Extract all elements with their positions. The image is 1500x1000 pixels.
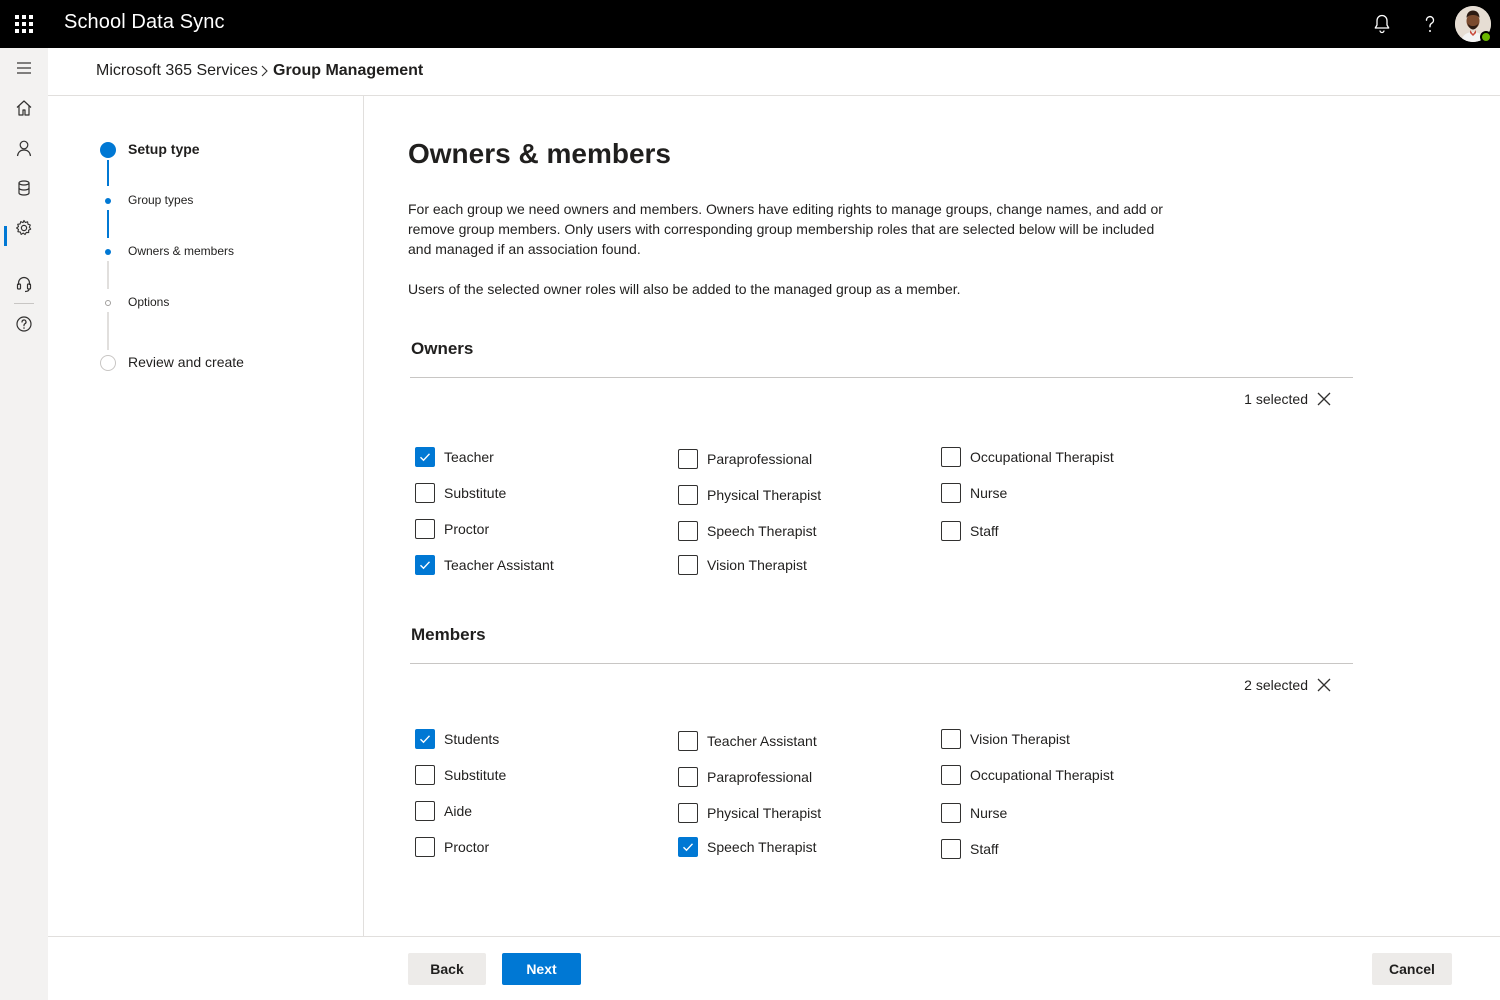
settings-icon[interactable]	[14, 218, 34, 238]
checkbox-box[interactable]	[415, 837, 435, 857]
members-checkbox-speech-therapist[interactable]	[678, 837, 816, 857]
step-setup-type[interactable]: Setup type	[128, 141, 200, 157]
members-section-title: Members	[411, 625, 486, 644]
step-indicator-current-sub	[105, 249, 111, 255]
owners-selected-count: 1 selected	[1244, 391, 1308, 407]
step-connector	[107, 261, 109, 289]
page-title: Owners & members	[408, 138, 671, 169]
step-connector	[107, 312, 109, 350]
checkbox-label: Substitute	[444, 767, 507, 783]
step-group-types[interactable]: Group types	[128, 193, 194, 207]
database-icon[interactable]	[14, 178, 34, 198]
checkmark-icon	[681, 840, 695, 854]
top-bar	[0, 0, 1500, 48]
owners-checkbox-nurse[interactable]	[941, 483, 1007, 503]
checkbox-box[interactable]	[678, 837, 698, 857]
left-nav-rail	[0, 48, 48, 1000]
back-button[interactable]: Back	[408, 953, 486, 985]
checkmark-icon	[418, 732, 432, 746]
checkbox-label: Vision Therapist	[970, 731, 1070, 747]
members-checkbox-teacher-assistant[interactable]	[678, 731, 817, 751]
main-content	[364, 96, 1500, 936]
owners-checkbox-paraprofessional[interactable]	[678, 449, 812, 469]
help-icon[interactable]	[1418, 12, 1442, 36]
checkbox-label: Substitute	[444, 485, 507, 501]
members-checkbox-students[interactable]	[415, 729, 499, 749]
checkbox-label: Nurse	[970, 485, 1008, 501]
rail-active-indicator	[4, 226, 7, 246]
checkbox-label: Vision Therapist	[707, 557, 807, 573]
members-checkbox-physical-therapist[interactable]	[678, 803, 821, 823]
checkbox-label: Paraprofessional	[707, 451, 813, 467]
checkbox-box[interactable]	[415, 729, 435, 749]
owners-checkbox-teacher-assistant[interactable]	[415, 555, 554, 575]
checkbox-box[interactable]	[678, 485, 698, 505]
checkbox-label: Occupational Therapist	[970, 767, 1114, 783]
checkbox-box[interactable]	[678, 767, 698, 787]
owners-checkbox-substitute[interactable]	[415, 483, 506, 503]
checkbox-box[interactable]	[415, 483, 435, 503]
help-circle-icon[interactable]	[14, 314, 34, 334]
members-checkbox-proctor[interactable]	[415, 837, 489, 857]
description-secondary: Users of the selected owner roles will also be added to the managed group as a member.	[408, 281, 961, 297]
step-connector	[107, 210, 109, 238]
members-checkbox-vision-therapist[interactable]	[941, 729, 1070, 749]
description: For each group we need owners and members. Owners have editing rights to manage groups, change names, and add or remove group members. Only users with corresponding group membership roles that are selected below will be included and managed if an association found.	[408, 201, 1163, 257]
checkbox-label: Occupational Therapist	[970, 449, 1114, 465]
checkbox-box[interactable]	[678, 731, 698, 751]
owners-divider	[410, 377, 1353, 378]
step-options[interactable]: Options	[128, 295, 170, 309]
presence-indicator	[1480, 31, 1492, 43]
checkbox-box[interactable]	[415, 555, 435, 575]
checkbox-box[interactable]	[941, 839, 961, 859]
owners-checkbox-speech-therapist[interactable]	[678, 521, 816, 541]
owners-checkbox-vision-therapist[interactable]	[678, 555, 807, 575]
checkmark-icon	[418, 450, 432, 464]
wizard-footer	[48, 936, 1500, 1000]
checkbox-label: Teacher	[444, 449, 494, 465]
chevron-right-icon	[259, 65, 269, 77]
checkbox-label: Nurse	[970, 805, 1008, 821]
step-indicator-pending	[105, 300, 111, 306]
checkbox-box[interactable]	[678, 803, 698, 823]
checkbox-box[interactable]	[678, 449, 698, 469]
headset-icon[interactable]	[14, 274, 34, 294]
owners-checkbox-occupational-therapist[interactable]	[941, 447, 1114, 467]
checkbox-label: Physical Therapist	[707, 487, 822, 503]
checkbox-label: Speech Therapist	[707, 839, 817, 855]
checkbox-box[interactable]	[415, 519, 435, 539]
checkbox-label: Staff	[970, 841, 999, 857]
checkbox-label: Students	[444, 731, 500, 747]
members-selected-count: 2 selected	[1244, 677, 1308, 693]
checkbox-box[interactable]	[941, 483, 961, 503]
members-checkbox-staff[interactable]	[941, 839, 999, 859]
checkbox-box[interactable]	[941, 447, 961, 467]
app-title[interactable]: School Data Sync	[64, 11, 225, 33]
checkbox-label: Staff	[970, 523, 999, 539]
breadcrumb	[48, 48, 1500, 96]
members-divider	[410, 663, 1353, 664]
checkbox-box[interactable]	[415, 447, 435, 467]
home-icon[interactable]	[14, 98, 34, 118]
rail-divider	[14, 303, 34, 304]
checkbox-label: Speech Therapist	[707, 523, 817, 539]
members-checkbox-paraprofessional[interactable]	[678, 767, 812, 787]
checkbox-box[interactable]	[941, 765, 961, 785]
checkbox-label: Proctor	[444, 839, 490, 855]
breadcrumb-current: Group Management	[273, 62, 424, 79]
owners-checkbox-teacher[interactable]	[415, 447, 494, 467]
checkbox-box[interactable]	[678, 521, 698, 541]
members-checkbox-aide[interactable]	[415, 801, 472, 821]
owners-checkbox-staff[interactable]	[941, 521, 999, 541]
checkbox-label: Teacher Assistant	[707, 733, 817, 749]
app-launcher-icon[interactable]	[14, 14, 34, 34]
checkbox-label: Physical Therapist	[707, 805, 822, 821]
members-checkbox-nurse[interactable]	[941, 803, 1007, 823]
checkbox-box[interactable]	[941, 729, 961, 749]
owners-checkbox-proctor[interactable]	[415, 519, 489, 539]
checkbox-label: Proctor	[444, 521, 490, 537]
bell-icon[interactable]	[1370, 12, 1394, 36]
members-checkbox-substitute[interactable]	[415, 765, 506, 785]
step-owners-members[interactable]: Owners & members	[128, 244, 235, 258]
checkbox-label: Aide	[444, 803, 473, 819]
checkbox-box[interactable]	[941, 803, 961, 823]
checkbox-label: Paraprofessional	[707, 769, 813, 785]
person-icon[interactable]	[14, 138, 34, 158]
checkbox-box[interactable]	[415, 801, 435, 821]
step-indicator-done	[105, 198, 111, 204]
owners-checkbox-physical-therapist[interactable]	[678, 485, 821, 505]
hamburger-icon[interactable]	[14, 58, 34, 78]
cancel-button[interactable]: Cancel	[1372, 953, 1452, 985]
checkbox-box[interactable]	[941, 521, 961, 541]
owners-section-title: Owners	[411, 339, 474, 358]
owners-clear-selection-icon[interactable]	[1316, 391, 1332, 407]
members-clear-selection-icon[interactable]	[1316, 677, 1332, 693]
checkbox-box[interactable]	[415, 765, 435, 785]
step-connector	[107, 160, 109, 186]
breadcrumb-parent[interactable]: Microsoft 365 Services	[96, 62, 258, 79]
members-checkbox-occupational-therapist[interactable]	[941, 765, 1114, 785]
checkbox-box[interactable]	[678, 555, 698, 575]
step-review-create[interactable]: Review and create	[128, 354, 244, 370]
checkmark-icon	[418, 558, 432, 572]
step-indicator-current	[100, 142, 116, 158]
wizard-stepper	[48, 96, 364, 936]
checkbox-label: Teacher Assistant	[444, 557, 554, 573]
next-button[interactable]: Next	[502, 953, 581, 985]
step-indicator-pending	[100, 355, 116, 371]
